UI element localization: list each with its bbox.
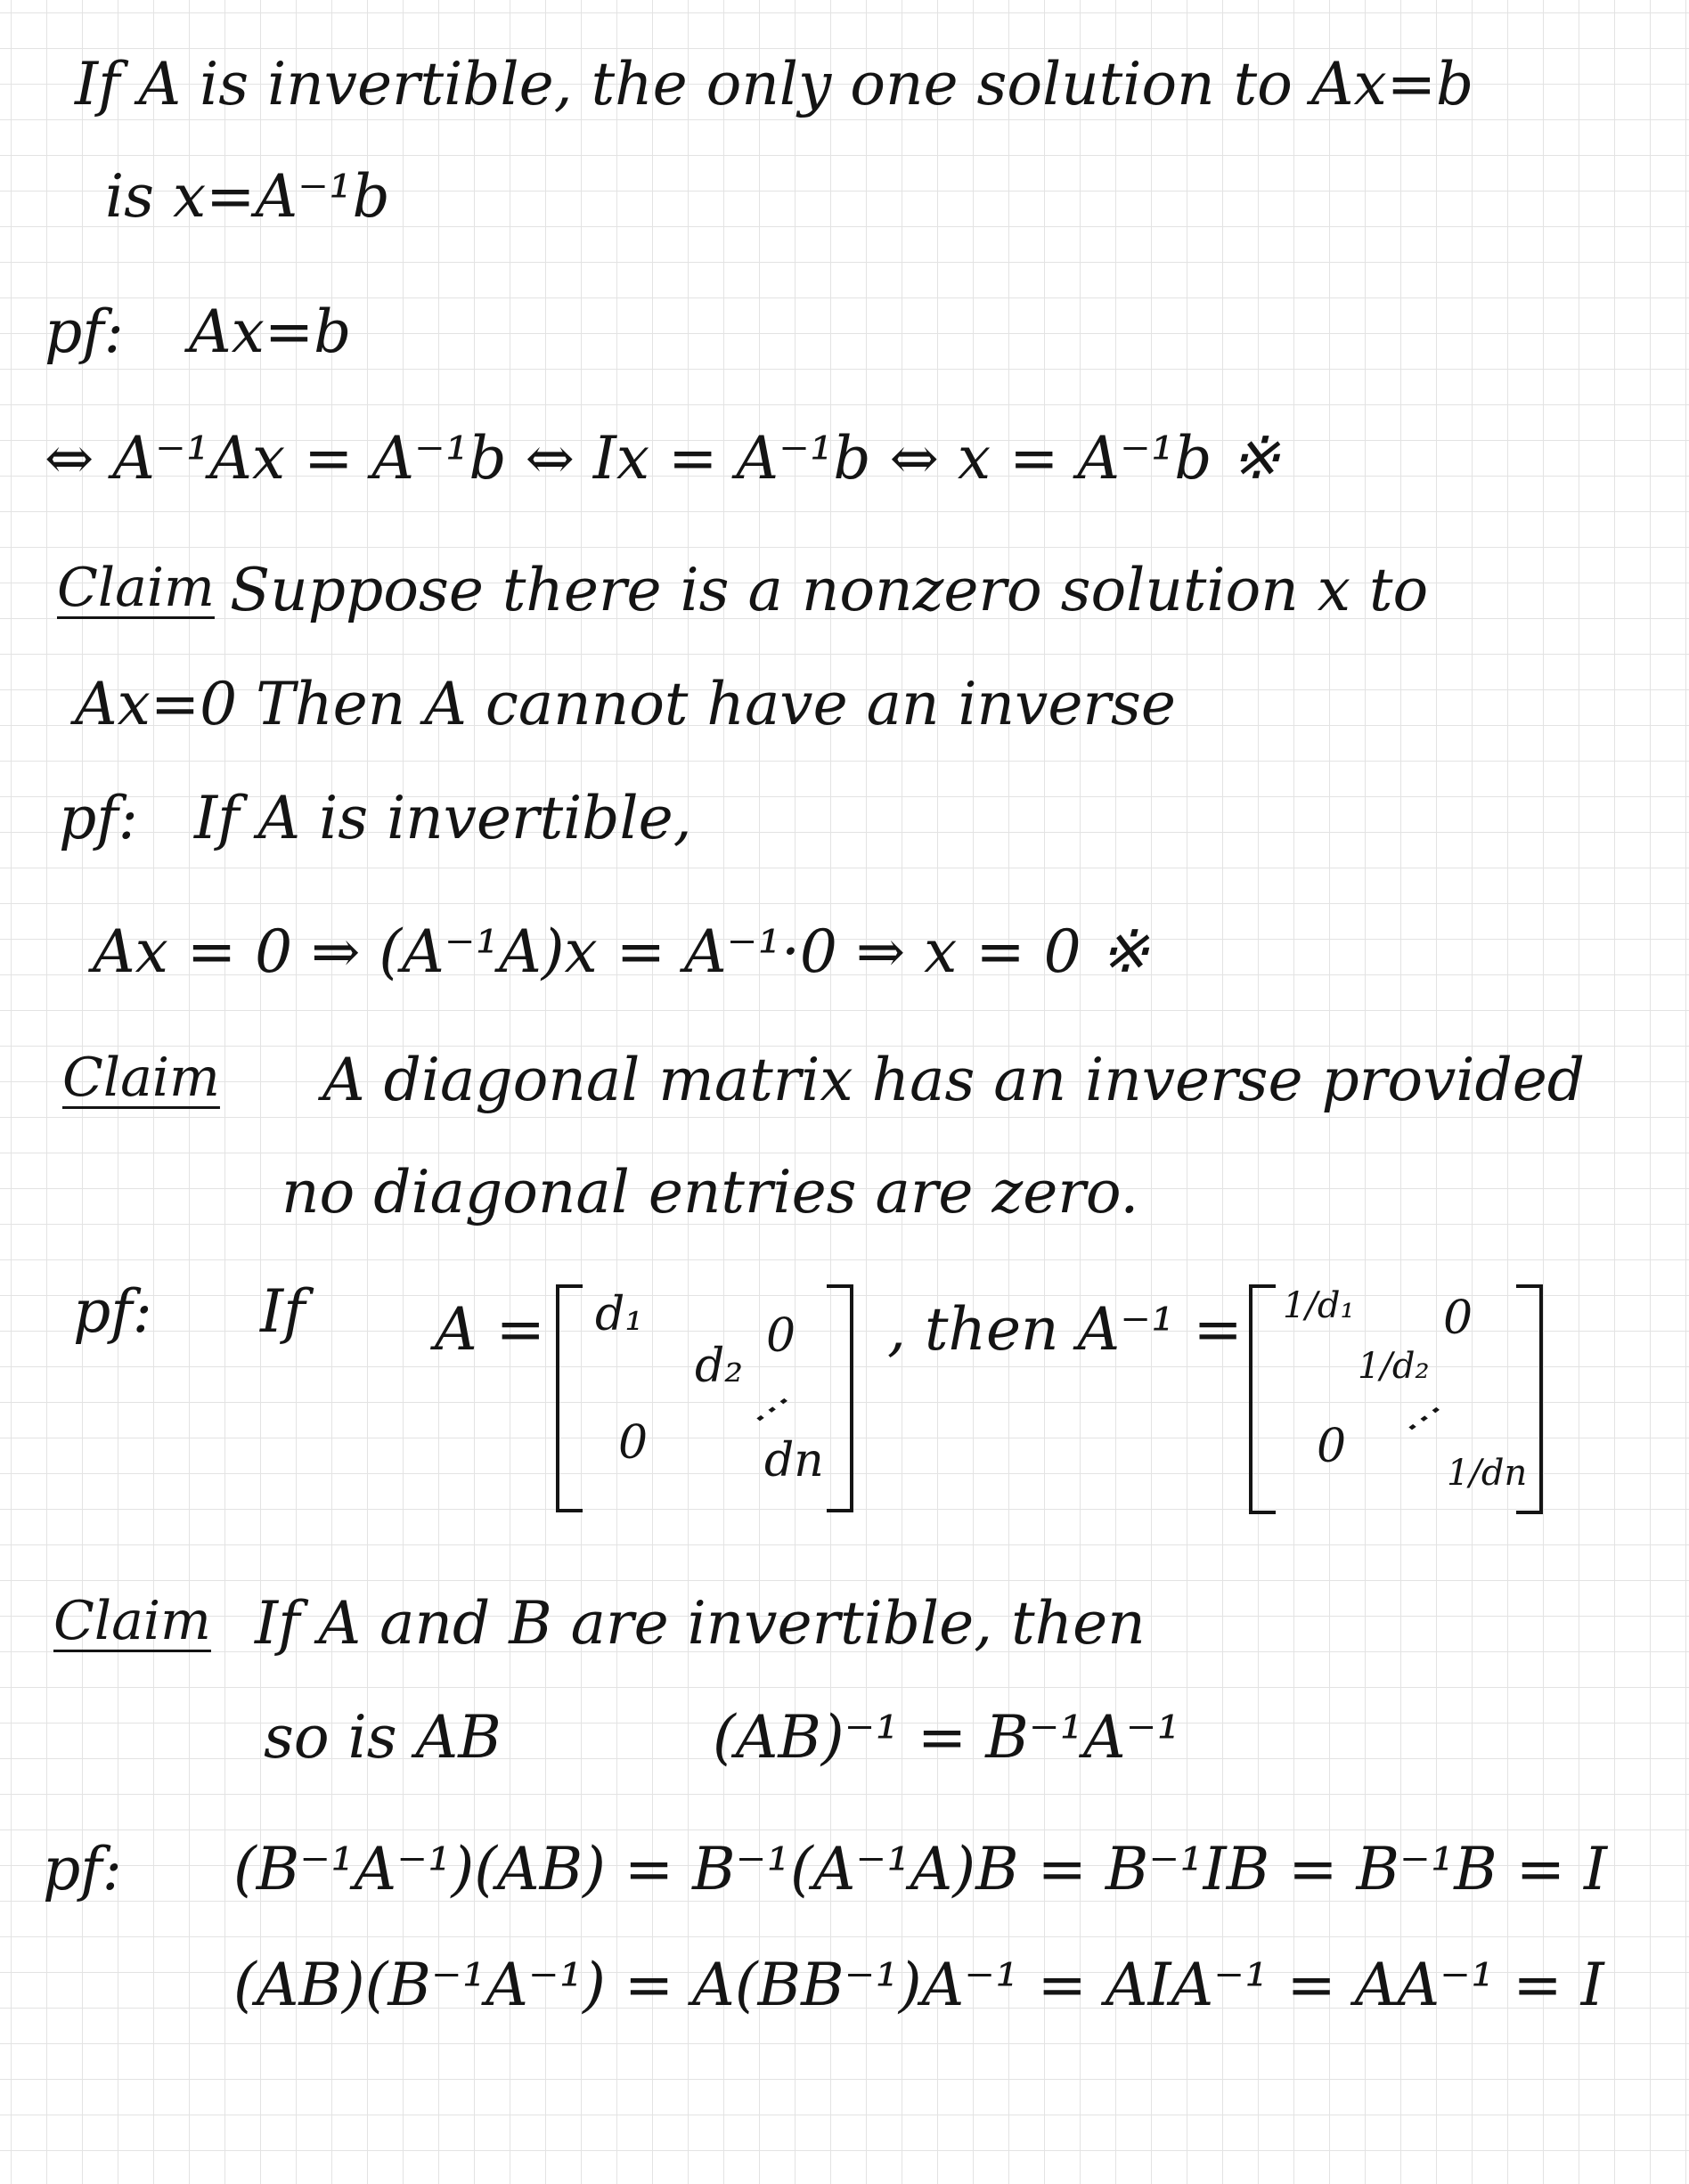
proof-3-if: If: [260, 1277, 306, 1346]
matrix-a-zero-top: 0: [766, 1309, 796, 1363]
matrix-a-dn: dn: [764, 1434, 824, 1487]
proof-4-line-1: (B⁻¹A⁻¹)(AB) = B⁻¹(A⁻¹A)B = B⁻¹IB = B⁻¹B = I: [233, 1835, 1608, 1903]
claim-label-2: Claim: [62, 1047, 220, 1109]
matrix-a-inverse-diagonal-dots: ⋮: [1391, 1383, 1454, 1447]
proof-4-line-2: (AB)(B⁻¹A⁻¹) = A(BB⁻¹)A⁻¹ = AIA⁻¹ = AA⁻¹ = I: [233, 1951, 1604, 2019]
proof-label-2: pf:: [59, 784, 138, 852]
matrix-a-inverse-1-over-d1: 1/d₁: [1283, 1285, 1355, 1326]
matrix-a-equals: A =: [435, 1295, 545, 1364]
matrix-a-inverse-zero-top: 0: [1443, 1292, 1473, 1345]
proof-label-3: pf:: [73, 1277, 152, 1346]
matrix-a-inverse-zero-bottom: 0: [1317, 1420, 1347, 1473]
claim-3-line-2-right: (AB)⁻¹ = B⁻¹A⁻¹: [713, 1703, 1180, 1772]
matrix-a-diagonal-dots: ⋮: [739, 1374, 802, 1438]
matrix-a-inverse-left-bracket: [1249, 1284, 1276, 1514]
proof-1-line-1: Ax=b: [189, 297, 352, 366]
claim-1-line-2: Ax=0 Then A cannot have an inverse: [75, 670, 1176, 738]
claim-3-line-1: If A and B are invertible, then: [255, 1589, 1146, 1658]
proof-2-line-2: Ax = 0 ⇒ (A⁻¹A)x = A⁻¹·0 ⇒ x = 0 ※: [93, 917, 1149, 986]
claim-2-line-2: no diagonal entries are zero.: [282, 1158, 1139, 1226]
theorem-line-2: is x=A⁻¹b: [105, 162, 390, 231]
claim-label-1: Claim: [57, 557, 215, 619]
proof-label-4: pf:: [43, 1835, 122, 1903]
matrix-a-left-bracket: [556, 1284, 583, 1512]
theorem-line-1: If A is invertible, the only one solution to Ax=b: [75, 50, 1474, 118]
matrix-a-inverse-1-over-dn: 1/dn: [1447, 1453, 1528, 1494]
matrix-a-inverse-right-bracket: [1516, 1284, 1543, 1514]
matrix-a-d2: d₂: [695, 1340, 744, 1393]
matrix-a-inverse-1-over-d2: 1/d₂: [1358, 1346, 1430, 1387]
claim-1-line-1: Suppose there is a nonzero solution x to: [230, 556, 1429, 624]
proof-2-line-1: If A is invertible,: [194, 784, 692, 852]
claim-3-line-2-left: so is AB: [264, 1703, 502, 1772]
claim-2-line-1: A diagonal matrix has an inverse provided: [322, 1046, 1586, 1114]
then-a-inverse-equals: , then A⁻¹ =: [887, 1295, 1243, 1364]
matrix-a-zero-bottom: 0: [618, 1416, 649, 1470]
matrix-a-right-bracket: [827, 1284, 853, 1512]
matrix-a-d1: d₁: [595, 1288, 644, 1341]
claim-label-3: Claim: [53, 1590, 211, 1652]
proof-1-line-2: ⇔ A⁻¹Ax = A⁻¹b ⇔ Ix = A⁻¹b ⇔ x = A⁻¹b ※: [45, 424, 1280, 493]
proof-label-1: pf:: [45, 297, 124, 366]
